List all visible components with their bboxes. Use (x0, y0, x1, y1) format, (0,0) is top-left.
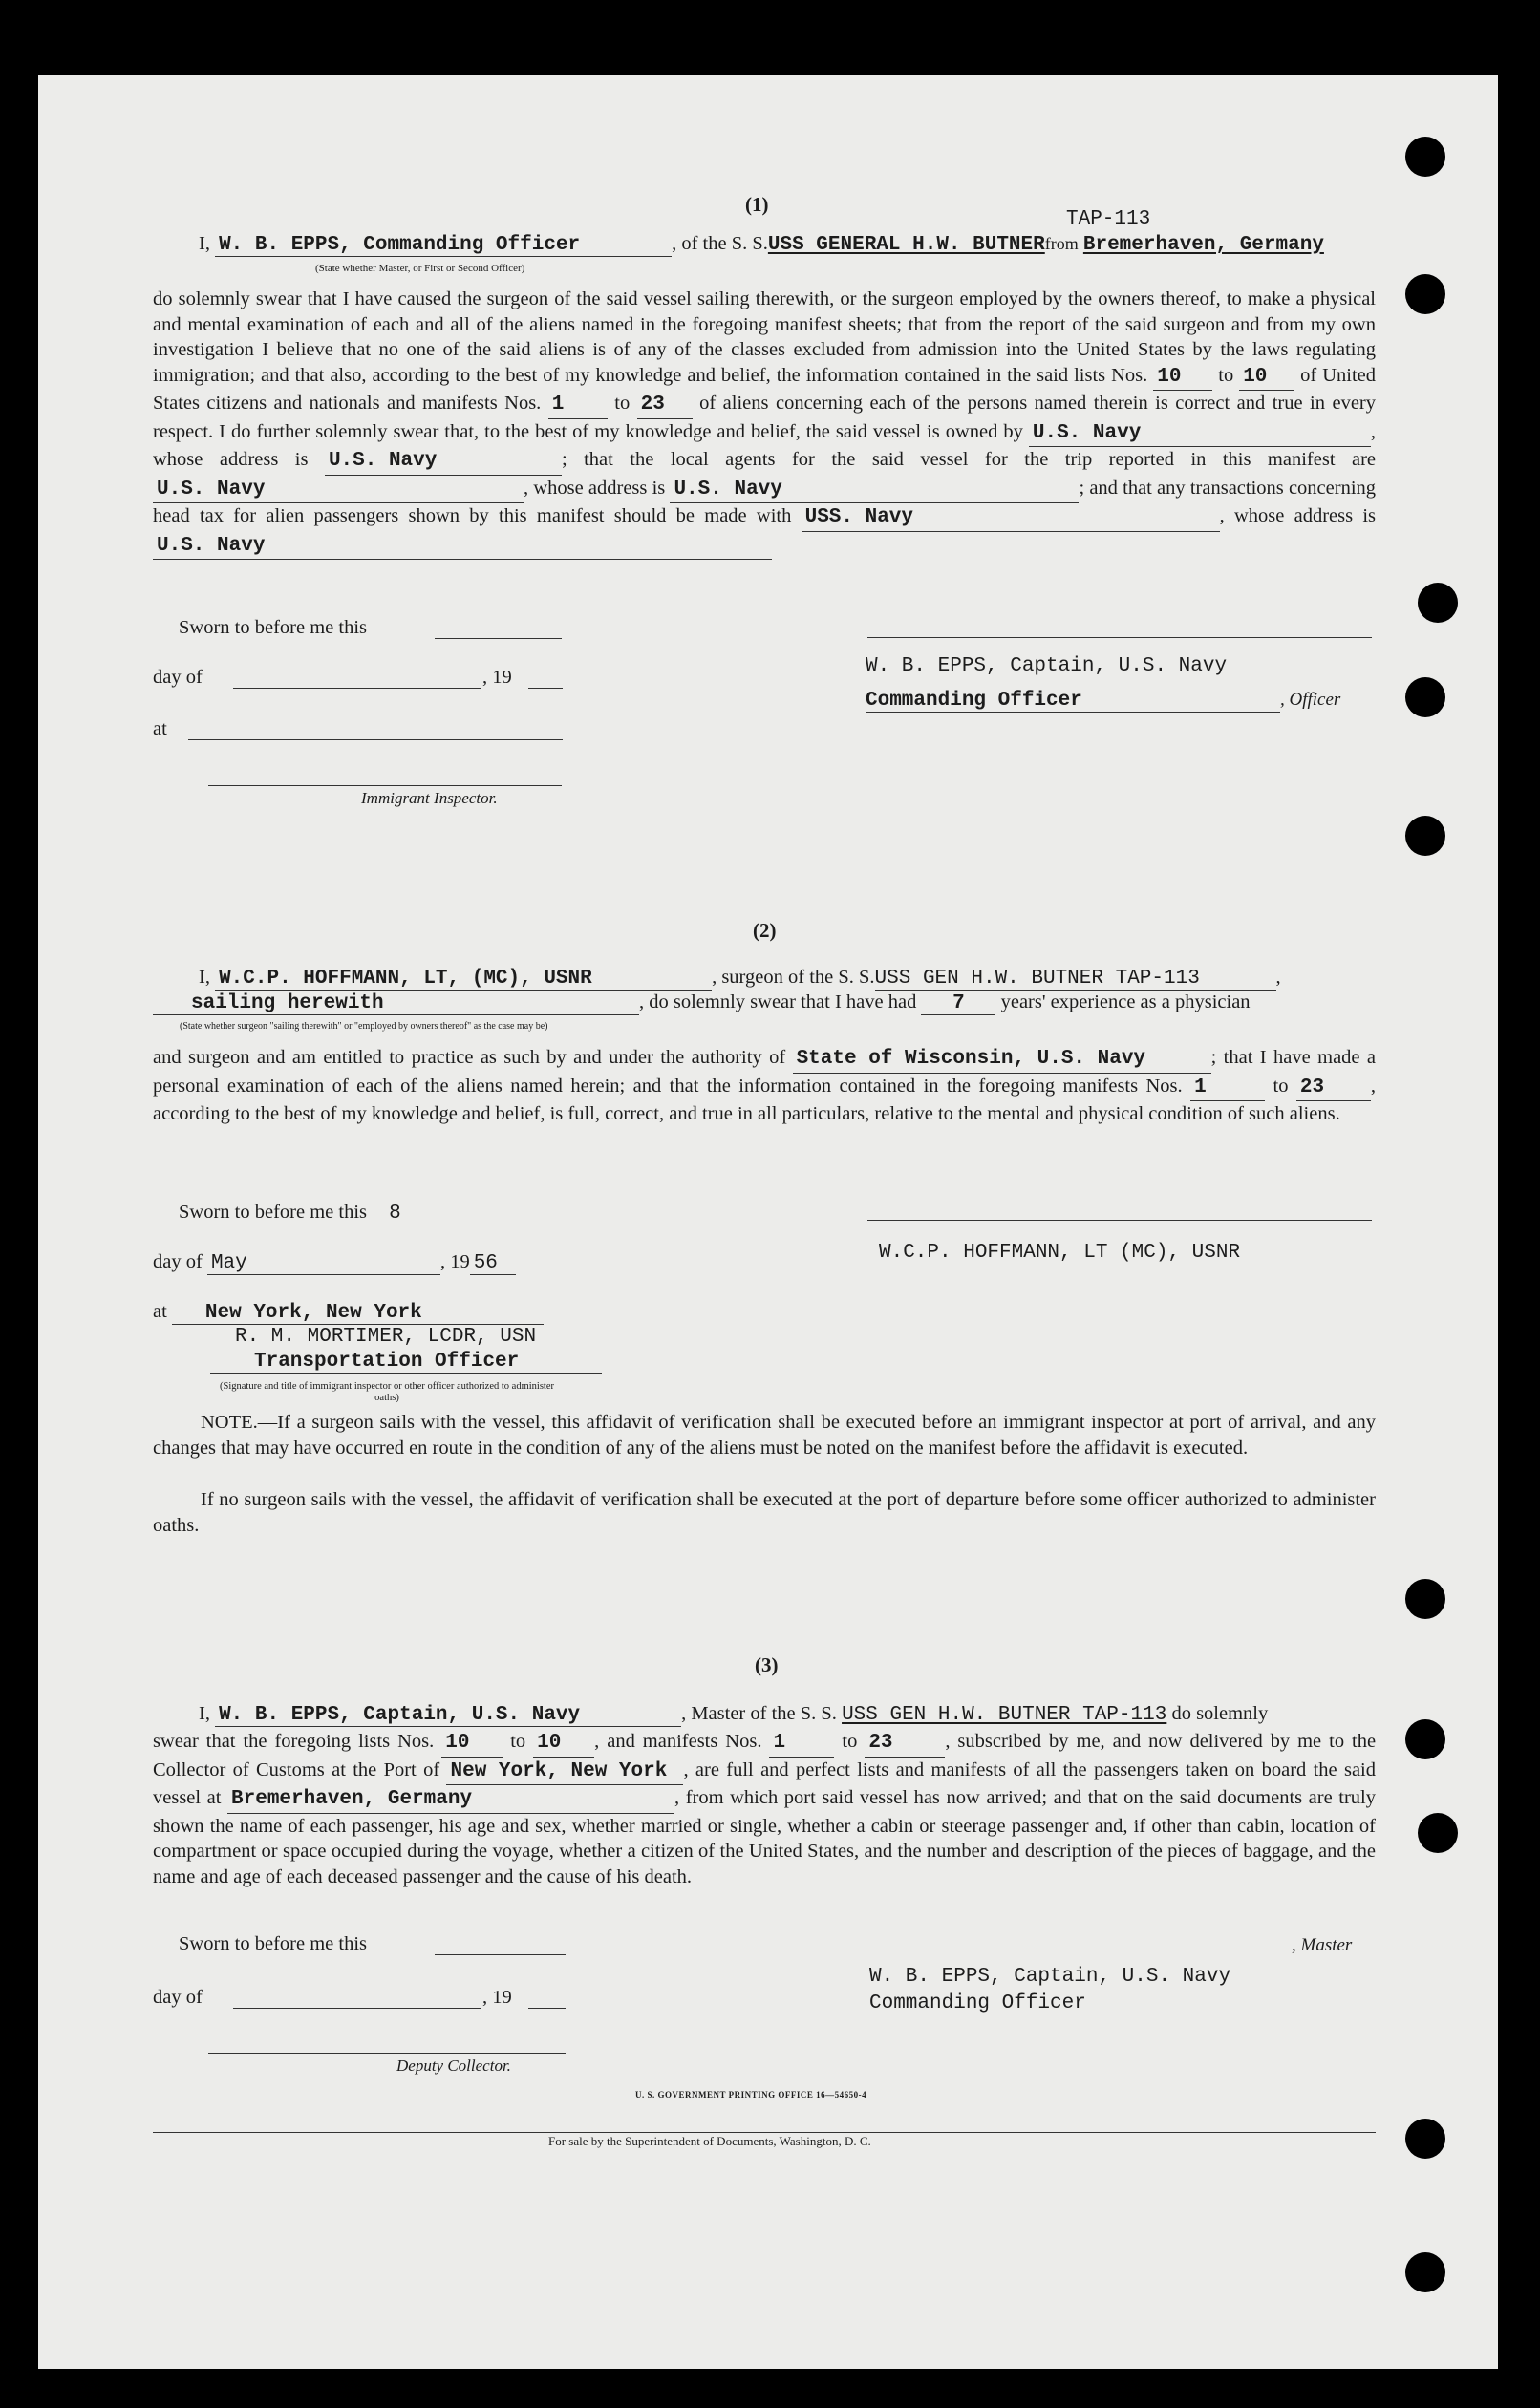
label: , Officer (1280, 690, 1341, 710)
owner: U.S. Navy (1029, 421, 1371, 448)
master-paragraph (153, 1729, 1376, 1889)
text: , according to the best of my knowledge and belief, is full, correct, and true in all particulars, relative to the mental and physical condition of such aliens. (153, 1075, 1377, 1124)
state-note: (State whether Master, or First or Second Officer) (315, 263, 525, 274)
label: I, (199, 967, 210, 988)
text: , from which port said vessel has now arrived; and that on the said documents are truly shown the name of each passenger, his age and sex, whether married or single, whether a cabin or steerage passenger and, if other than cabin, location of compartment or space occupied during the voyage, whether a citizen of the United States, and the number and description of the pieces of baggage, and the name and age of each deceased passenger and the cause of his death. (153, 1787, 1376, 1887)
text: that I have made a personal examination of each of the aliens named herein; and that the information contained in the foregoing manifests Nos. (153, 1047, 1377, 1097)
year-label: , 19 (482, 667, 512, 688)
owner-address: U.S. Navy (325, 449, 562, 476)
signature-note: (Signature and title of immigrant inspector or other officer authorized to administer oaths) (220, 1381, 554, 1403)
label: to (842, 1731, 858, 1752)
boarding-port: Bremerhaven, Germany (227, 1787, 674, 1814)
master-title: Commanding Officer (869, 1992, 1086, 2014)
note-paragraph (153, 1410, 1376, 1460)
sale-notice: For sale by the Superintendent of Documents, Washington, D. C. (548, 2134, 871, 2148)
label: I, (199, 1703, 210, 1724)
at-label: at (153, 718, 167, 739)
officer-title: Commanding Officer (866, 690, 1082, 712)
sworn-blank (435, 1954, 566, 1955)
lists-to: 10 (1239, 365, 1294, 392)
text: swear that the foregoing lists Nos. (153, 1731, 435, 1752)
vessel-code: TAP-113 (1066, 208, 1151, 230)
master-line (199, 1703, 1268, 1727)
punch-hole (1405, 677, 1445, 717)
note-paragraph (153, 1487, 1376, 1538)
year-blank (528, 688, 563, 689)
manifest-to: 23 (1296, 1076, 1371, 1102)
footer-rule (153, 2132, 1376, 2133)
lists-to: 10 (533, 1731, 594, 1758)
punch-hole (1418, 1813, 1458, 1853)
section-number: (2) (753, 919, 777, 942)
master-signature-line (867, 1935, 1352, 1956)
surgeon-signature-line (867, 1220, 1372, 1221)
text: of aliens concerning each of the persons named therein is correct and true in every respect. I do further solemnly swear that, to the best of my knowledge and belief, the said vessel is owned by (153, 393, 1376, 442)
surgeon-signature: W.C.P. HOFFMANN, LT (MC), USNR (879, 1242, 1241, 1264)
punch-hole (1405, 2119, 1445, 2159)
sworn-label: Sworn to before me this (179, 1933, 367, 1954)
master-signature: W. B. EPPS, Captain, U.S. Navy (869, 1966, 1231, 1988)
arrival-port: New York, New York (446, 1759, 683, 1786)
ship-name: USS GENERAL H.W. BUTNER (767, 234, 1045, 256)
collector-label: Deputy Collector. (396, 2056, 511, 2075)
day-blank (233, 688, 481, 689)
officer-title-line (866, 690, 1340, 713)
text: of United States citizens and nationals and manifests Nos. (153, 364, 1377, 414)
punch-hole (1405, 1719, 1445, 1759)
administering-officer-title-line (210, 1351, 602, 1374)
label: at (153, 1301, 167, 1322)
section-number: (1) (745, 193, 769, 216)
punch-hole (1405, 137, 1445, 177)
punch-hole (1405, 816, 1445, 856)
label: whose address is (533, 477, 666, 499)
sailing-line (153, 991, 1251, 1015)
surgeon-line: I, W.C.P. HOFFMANN, LT, (MC), USNR , surgeon of the S. S.USS GEN H.W. BUTNER TAP-113 , (199, 967, 1281, 990)
label: , of the S. S. (672, 233, 768, 254)
lists-from: 10 (441, 1731, 503, 1758)
label: to (614, 393, 631, 414)
year-blank (528, 2008, 566, 2009)
day-of-label: day of (153, 1987, 203, 2008)
sworn-line (179, 1202, 498, 1225)
label: I, (199, 233, 210, 254)
sworn-year: 56 (470, 1252, 516, 1275)
manifest-to: 23 (865, 1731, 945, 1758)
officer-signature: W. B. EPPS, Captain, U.S. Navy (866, 655, 1228, 677)
surgeon-status: sailing herewith (191, 992, 384, 1014)
label: day of (153, 1251, 203, 1272)
text: that the local agents for the said vessel for the trip reported in this manifest are (584, 449, 1377, 470)
label: Sworn to before me this (179, 1202, 367, 1223)
punch-hole (1405, 2252, 1445, 2292)
manifest-from: 1 (1190, 1076, 1265, 1102)
inspector-label: Immigrant Inspector. (361, 789, 498, 807)
label: to (1218, 364, 1234, 386)
printing-office: U. S. GOVERNMENT PRINTING OFFICE 16—54650-4 (635, 2090, 867, 2099)
officer-name: W. B. EPPS, Commanding Officer (219, 234, 581, 256)
head-tax-address: U.S. Navy (153, 534, 772, 561)
manifest-to: 23 (637, 393, 693, 419)
text: and surgeon and am entitled to practice as such by and under the authority of (153, 1047, 786, 1068)
date-line (153, 1251, 516, 1275)
sworn-blank (435, 638, 562, 639)
collector-signature-line (208, 2053, 566, 2054)
officer-signature-line (867, 637, 1372, 638)
text: do solemnly swear that I have caused the surgeon of the said vessel sailing therewith, or the surgeon employed by the owners thereof, to make a physical and mental examination of each and all of the aliens named in the foregoing manifest sheets; that from the report of the said surgeon and from my own investigation I believe that no one of the said aliens is of any of the classes excluded from admission into the United States by the laws regulating immigration; and that also, according to the best of my knowledge and belief, the information contained in the said lists Nos. (153, 288, 1376, 386)
officer-line (199, 233, 1324, 257)
label: to (1273, 1075, 1289, 1097)
text: NOTE.—If a surgeon sails with the vessel, this affidavit of verification shall be executed before an immigrant inspector at port of arrival, and any changes that may have occurred en route in the condition of any of the aliens must be noted on the manifest before the affidavit is executed. (153, 1412, 1376, 1459)
label: , surgeon of the S. S. (712, 967, 875, 988)
years-experience: 7 (921, 992, 995, 1015)
local-agents: U.S. Navy (153, 478, 524, 504)
master-name: W. B. EPPS, Captain, U.S. Navy (219, 1704, 581, 1726)
text: , are full and perfect lists and manifests of all the passengers taken on board the said vessel at (153, 1758, 1376, 1808)
sworn-day: 8 (372, 1203, 498, 1225)
manifest-from: 1 (769, 1731, 834, 1758)
affidavit-paragraph: do solemnly swear that I have caused the surgeon of the said vessel sailing therewith, or the surgeon employed by the owners thereof, to make a physical and mental examination of each and all of the aliens named in the foregoing manifest sheets; that from the report of the said surgeon and from my own investigation I believe that no one of the said aliens is of any of the classes excluded from admission into the United States by the laws regulating immigration; and that also, according to the best of my knowledge and belief, the information contained in the said lists Nos. 10 to 10 of United States citizens and nationals and manifests Nos. 1 to 23 of aliens concerning each of the persons named therein is correct and true in every respect. I do further solemnly swear that, to the best of my knowledge and belief, the said vessel is owned by U.S. Navy , whose address is U.S. Navy ; that the local agents for the said vessel for the trip reported in this manifest are U.S. Navy , whose address is U.S. Navy ; and that any transactions concerning head tax for alien passengers shown by this manifest should be made with USS. Navy , whose address is U.S. Navy (153, 287, 1376, 560)
ship-name: USS GEN H.W. BUTNER TAP-113 (874, 968, 1200, 990)
label: , Master (1292, 1935, 1353, 1955)
at-blank (188, 739, 563, 740)
state-note: (State whether surgeon "sailing therewith" or "employed by owners thereof" as the case may be) (180, 1021, 548, 1032)
sworn-month: May (207, 1252, 440, 1275)
text: If no surgeon sails with the vessel, the affidavit of verification shall be executed at the port of departure before some officer authorized to administer oaths. (153, 1489, 1376, 1536)
inspector-signature-line (208, 785, 562, 786)
lists-from: 10 (1153, 365, 1212, 392)
ship-name: USS GEN H.W. BUTNER TAP-113 (842, 1704, 1167, 1726)
punch-hole (1405, 274, 1445, 314)
year-label: , 19 (482, 1987, 512, 2008)
text: , and manifests Nos. (594, 1731, 762, 1752)
surgeon-name: W.C.P. HOFFMANN, LT, (MC), USNR (219, 968, 592, 990)
label: , 19 (439, 1251, 470, 1272)
day-blank (233, 2008, 481, 2009)
text: , do solemnly swear that I have had (639, 991, 917, 1012)
text: , subscribed by me, and now delivered by me to the Collector of Customs at the Port of (153, 1731, 1377, 1780)
label: , whose address is (153, 420, 1376, 470)
punch-hole (1418, 583, 1458, 623)
punch-hole (1405, 1579, 1445, 1619)
label: from (1044, 234, 1079, 253)
manifest-from: 1 (548, 393, 608, 419)
administering-officer: R. M. MORTIMER, LCDR, USN (235, 1326, 537, 1348)
administering-officer-title: Transportation Officer (254, 1351, 520, 1373)
section-number: (3) (755, 1653, 779, 1676)
sworn-place: New York, New York (172, 1302, 544, 1325)
label: , whose address is (1219, 505, 1376, 526)
text: years' experience as a physician (1000, 991, 1251, 1012)
departure-port: Bremerhaven, Germany (1082, 234, 1324, 256)
label: , Master of the S. S. (681, 1703, 837, 1724)
surgeon-paragraph: and surgeon and am entitled to practice as such by and under the authority of State of Wisconsin, U.S. Navy ; that I have made a personal examination of each of the aliens named herein; and that the information contained in the foregoing manifests Nos. 1 to 23 , according to the best of my knowledge and belief, is full, correct, and true in all particulars, relative to the mental and physical condition of such aliens. (153, 1047, 1377, 1124)
at-line (153, 1301, 544, 1325)
label: do solemnly (1171, 1703, 1269, 1724)
sworn-label: Sworn to before me this (179, 617, 367, 638)
agents-address: U.S. Navy (670, 478, 1079, 504)
authority: State of Wisconsin, U.S. Navy (793, 1047, 1211, 1074)
head-tax-agent: USS. Navy (802, 505, 1220, 532)
label: to (510, 1731, 526, 1752)
day-of-label: day of (153, 667, 203, 688)
text: ; and that any transactions concerning head tax for alien passengers shown by this manifest should be made with (153, 477, 1377, 526)
